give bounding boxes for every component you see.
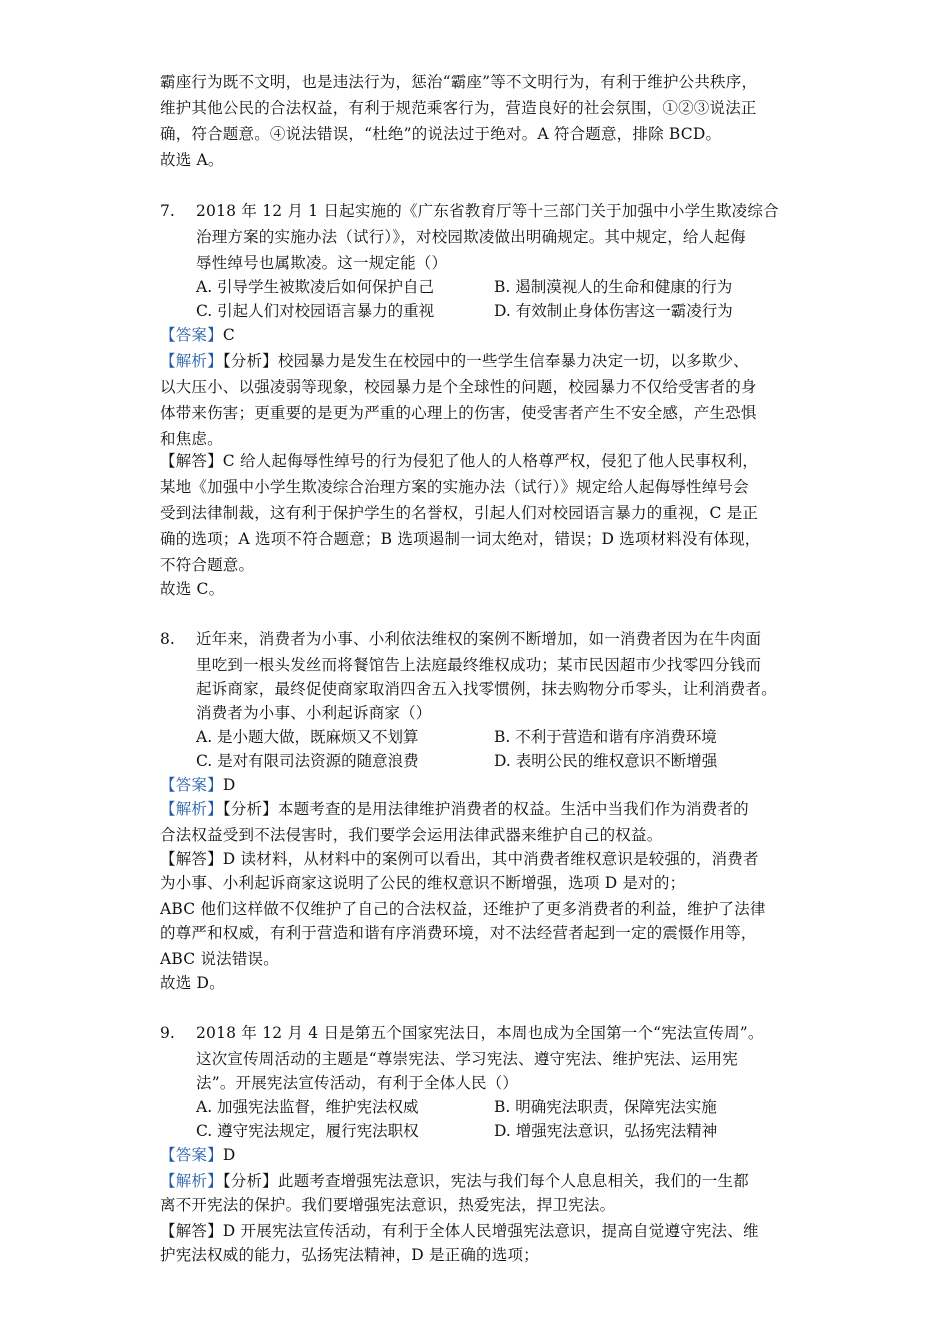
answer-value: C <box>222 326 235 344</box>
question-8-option-d: D. 表明公民的维权意识不断增强 <box>494 752 718 770</box>
question-7-option-a: A. 引导学生被欺凌后如何保护自己 <box>196 278 435 296</box>
solution-line: 的尊严和权威，有利于营造和谐有序消费环境，对不法经营者起到一定的震慑作用等， <box>160 924 757 942</box>
analysis-line: 合法权益受到不法侵害时，我们要学会运用法律武器来维护自己的权益。 <box>160 826 663 844</box>
analysis-line: 体带来伤害；更重要的是更为严重的心理上的伤害，使受害者产生不安全感，产生恐惧 <box>160 404 757 422</box>
solution-line: 不符合题意。 <box>160 556 255 574</box>
question-7-stem: 治理方案的实施办法（试行）》，对校园欺凌做出明确规定。其中规定，给人起侮 <box>196 228 746 246</box>
question-9-analysis <box>160 1169 749 1193</box>
analysis-tag: 【解析】 <box>160 800 223 818</box>
answer-value: D <box>222 776 236 794</box>
intro-line: 确，符合题意。④说法错误，“杜绝”的说法过于绝对。A 符合题意，排除 BCD。 <box>160 125 722 143</box>
solution-line: 【解答】D 读材料，从材料中的案例可以看出，其中消费者维权意识是较强的，消费者 <box>160 850 759 868</box>
question-8-option-c: C. 是对有限司法资源的随意浪费 <box>196 752 419 770</box>
intro-line: 故选 A。 <box>160 151 224 169</box>
analysis-line: 【分析】校园暴力是发生在校园中的一些学生信奉暴力决定一切，以多欺少、 <box>222 352 749 370</box>
question-7-option-d: D. 有效制止身体伤害这一霸凌行为 <box>494 302 733 320</box>
solution-line: 确的选项；A 选项不符合题意；B 选项遏制一词太绝对，错误；D 选项材料没有体现， <box>160 530 761 548</box>
analysis-line: 【分析】本题考查的是用法律维护消费者的权益。生活中当我们作为消费者的 <box>222 800 749 818</box>
question-9-option-c: C. 遵守宪法规定，履行宪法职权 <box>196 1122 419 1140</box>
solution-line: 故选 D。 <box>160 974 225 992</box>
question-8-stem: 近年来，消费者为小事、小利依法维权的案例不断增加，如一消费者因为在牛肉面 <box>196 630 762 648</box>
question-7-analysis <box>160 349 749 373</box>
question-9-option-d: D. 增强宪法意识，弘扬宪法精神 <box>494 1122 718 1140</box>
solution-line: 为小事、小利起诉商家这说明了公民的维权意识不断增强，选项 D 是对的； <box>160 874 686 892</box>
question-8-answer <box>160 773 235 797</box>
question-8-number: 8. <box>160 630 175 648</box>
question-7-number: 7. <box>160 202 175 220</box>
question-8-stem: 起诉商家，最终促使商家取消四舍五入找零惯例，抹去购物分币零头，让利消费者。 <box>196 680 777 698</box>
question-9-number: 9. <box>160 1024 175 1042</box>
solution-line: 【解答】D 开展宪法宣传活动，有利于全体人民增强宪法意识，提高自觉遵守宪法、维 <box>160 1222 759 1240</box>
analysis-line: 离不开宪法的保护。我们要增强宪法意识，热爱宪法，捍卫宪法。 <box>160 1196 616 1214</box>
question-9-stem: 2018 年 12 月 4 日是第五个国家宪法日，本周也成为全国第一个“宪法宣传周”。 <box>196 1024 764 1042</box>
question-7-option-b: B. 遏制漠视人的生命和健康的行为 <box>494 278 733 296</box>
question-7-stem: 辱性绰号也属欺凌。这一规定能（） <box>196 254 448 272</box>
analysis-line: 和焦虑。 <box>160 430 223 448</box>
analysis-line: 【分析】此题考查增强宪法意识，宪法与我们每个人息息相关，我们的一生都 <box>222 1172 749 1190</box>
question-9-answer <box>160 1143 235 1167</box>
solution-line: 【解答】C 给人起侮辱性绰号的行为侵犯了他人的人格尊严权，侵犯了他人民事权利， <box>160 452 759 470</box>
solution-line: 护宪法权威的能力，弘扬宪法精神，D 是正确的选项； <box>160 1246 539 1264</box>
question-7-option-c: C. 引起人们对校园语言暴力的重视 <box>196 302 435 320</box>
solution-line: ABC 他们这样做不仅维护了自己的合法权益，还维护了更多消费者的利益，维护了法律 <box>160 900 766 918</box>
question-9-stem: 法”。开展宪法宣传活动，有利于全体人民（） <box>196 1074 519 1092</box>
intro-line: 霸座行为既不文明，也是违法行为，惩治“霸座”等不文明行为，有利于维护公共秩序， <box>160 73 758 91</box>
solution-line: 某地《加强中小学生欺凌综合治理方案的实施办法（试行）》规定给人起侮辱性绰号会 <box>160 478 749 496</box>
question-9-stem: 这次宣传周活动的主题是“尊崇宪法、学习宪法、遵守宪法、维护宪法、运用宪 <box>196 1050 738 1068</box>
analysis-tag: 【解析】 <box>160 352 223 370</box>
question-9-option-a: A. 加强宪法监督，维护宪法权威 <box>196 1098 419 1116</box>
solution-line: ABC 说法错误。 <box>160 950 279 968</box>
answer-tag: 【答案】 <box>160 776 223 794</box>
question-7-stem: 2018 年 12 月 1 日起实施的《广东省教育厅等十三部门关于加强中小学生欺凌综合 <box>196 202 779 220</box>
question-8-stem: 消费者为小事、小利起诉商家（） <box>196 704 432 722</box>
solution-line: 受到法律制裁，这有利于保护学生的名誉权，引起人们对校园语言暴力的重视，C 是正 <box>160 504 759 522</box>
solution-line: 故选 C。 <box>160 580 225 598</box>
question-8-stem: 里吃到一根头发丝而将餐馆告上法庭最终维权成功；某市民因超市少找零四分钱而 <box>196 656 762 674</box>
question-8-option-b: B. 不利于营造和谐有序消费环境 <box>494 728 717 746</box>
question-8-option-a: A. 是小题大做，既麻烦又不划算 <box>196 728 419 746</box>
intro-line: 维护其他公民的合法权益，有利于规范乘客行为，营造良好的社会氛围，①②③说法正 <box>160 99 757 117</box>
answer-tag: 【答案】 <box>160 326 223 344</box>
answer-value: D <box>222 1146 236 1164</box>
question-7-answer <box>160 323 235 347</box>
question-9-option-b: B. 明确宪法职责，保障宪法实施 <box>494 1098 717 1116</box>
answer-tag: 【答案】 <box>160 1146 223 1164</box>
analysis-line: 以大压小、以强凌弱等现象，校园暴力是个全球性的问题，校园暴力不仅给受害者的身 <box>160 378 757 396</box>
question-8-analysis <box>160 797 749 821</box>
analysis-tag: 【解析】 <box>160 1172 223 1190</box>
